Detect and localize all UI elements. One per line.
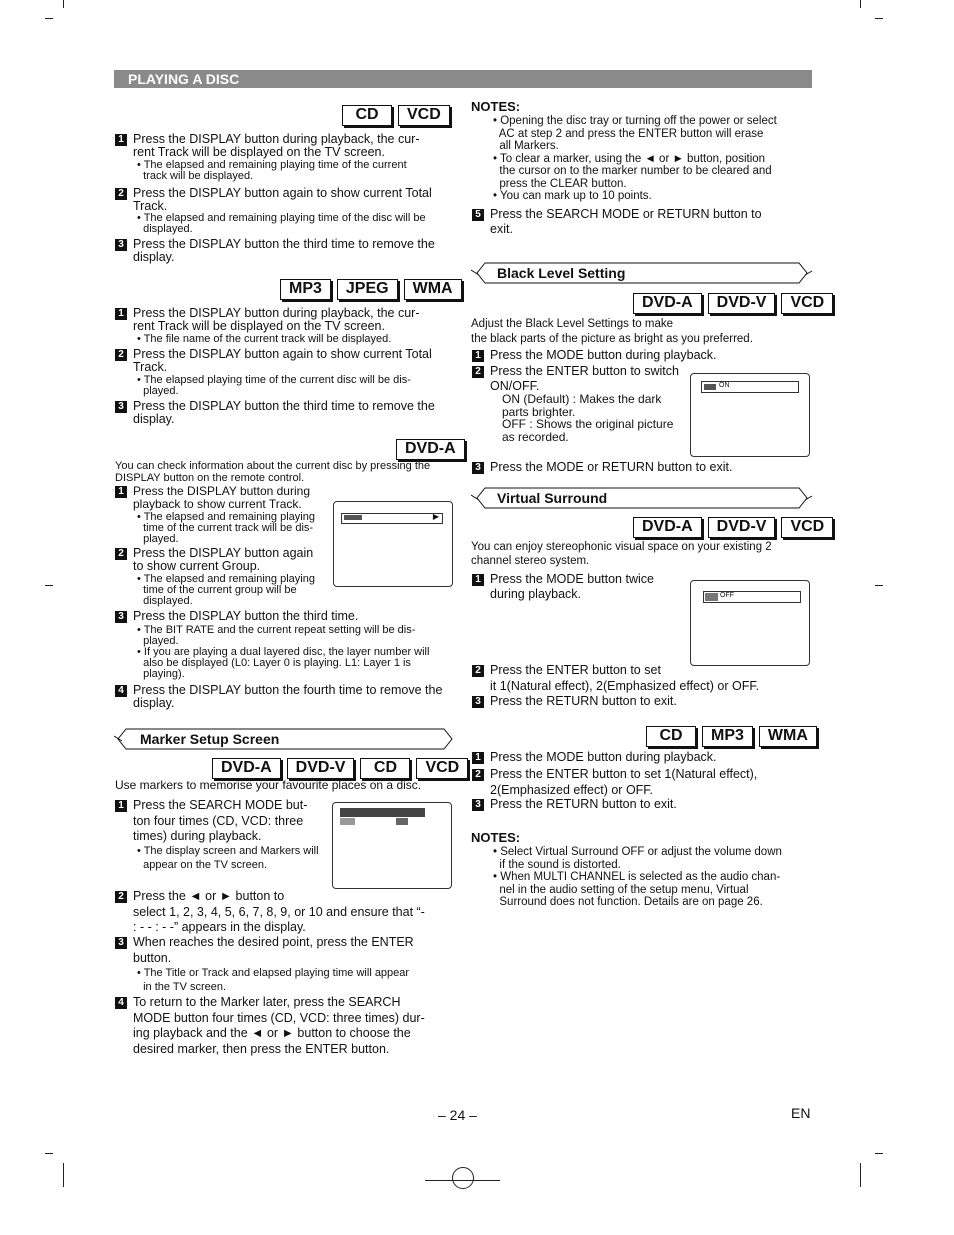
dvda-step-4: 4 Press the DISPLAY button the fourth time to remove the display. <box>115 684 442 710</box>
cd-step-1-note: • The elapsed and remaining playing time of the current track will be displayed. <box>137 159 407 182</box>
marker-step-1-note: • The display screen and Markers will appear on the TV screen. <box>137 845 319 871</box>
cd-step-1: 1 Press the DISPLAY button during playback, the cur- rent Track will be displayed on the TV screen. <box>115 133 420 159</box>
marker-slot <box>396 818 408 825</box>
marker-step-4: 4 To return to the Marker later, press the SEARCH MODE button four times (CD, VCD: three times) dur- ing playback and the ◄ or ► button to choose the desired marker, then press the ENTER button. <box>115 995 425 1057</box>
section-header-bar <box>114 70 812 88</box>
black-level-options: ON (Default) : Makes the dark parts brighter. OFF : Shows the original picture as recorded. <box>502 392 674 444</box>
black-level-heading <box>471 262 813 284</box>
badge-vcd: VCD <box>416 758 468 779</box>
black-level-indicator <box>701 381 799 393</box>
badge-dvd-v: DVD-V <box>708 293 776 314</box>
badge-group-mp3-jpeg-wma <box>280 279 462 300</box>
black-step-3: 3 Press the MODE or RETURN button to exit. <box>472 461 732 474</box>
badge-vcd: VCD <box>781 293 833 314</box>
mp3-step-3: 3 Press the DISPLAY button the third time to remove the display. <box>115 400 435 426</box>
marker-cursor <box>340 818 355 825</box>
vs-step-3: 3 Press the RETURN button to exit. <box>472 695 677 708</box>
badge-dvd-v: DVD-V <box>708 517 776 538</box>
badge-group-cd-vcd <box>342 105 450 126</box>
virtual-surround-heading <box>471 487 813 509</box>
dvda-step-3-note: • The BIT RATE and the current repeat setting will be dis- played. • If you are playing a dual layered disc, the layer number will also be displayed (L0: Layer 0 is playing. L1: Layer 1 is playing). <box>137 624 430 680</box>
notes-title-1: NOTES: <box>471 99 521 114</box>
badge-wma: WMA <box>404 279 462 300</box>
badge-cd: CD <box>360 758 410 779</box>
black-step-2: 2 Press the ENTER button to switch ON/OFF. <box>472 364 679 394</box>
tv-screen-black-level <box>690 373 810 457</box>
badge-group-marker <box>212 758 468 779</box>
badge-cd: CD <box>646 726 696 747</box>
mp3-step-2: 2 Press the DISPLAY button again to show current Total Track. <box>115 348 432 374</box>
virtual-surround-intro: You can enjoy stereophonic visual space on your existing 2 channel stereo system. <box>471 541 772 567</box>
black-level-title: Black Level Setting <box>497 265 626 281</box>
tv-screen-track-display <box>333 501 453 587</box>
surround-value: OFF <box>720 592 734 599</box>
black-level-value: ON <box>719 382 730 389</box>
notes-list-2: • Select Virtual Surround OFF or adjust the volume down if the sound is distorted. • When MULTI CHANNEL is selected as the audio chan- nel in the audio setting of the setup menu, Virtual Surround does not function. Details are on page 26. <box>493 846 782 908</box>
badge-dvd-a: DVD-A <box>212 758 281 779</box>
badge-mp3: MP3 <box>280 279 331 300</box>
play-icon: ▶ <box>432 512 439 521</box>
notes-title-2: NOTES: <box>471 830 521 845</box>
marker-step-1: 1 Press the SEARCH MODE but- ton four times (CD, VCD: three times) during playback. <box>115 798 307 845</box>
badge-group-dvda <box>396 439 465 460</box>
marker-step-2: 2 Press the ◄ or ► button to select 1, 2, 3, 4, 5, 6, 7, 8, 9, or 10 and ensure that “- : - - : - -” appears in the display. <box>115 889 425 936</box>
surround-icon <box>705 593 718 601</box>
status-bar <box>341 513 443 524</box>
badge-dvd-a: DVD-A <box>633 517 702 538</box>
surround-indicator <box>703 591 801 603</box>
cd-step-2: 2 Press the DISPLAY button again to show current Total Track. <box>115 187 432 213</box>
vs-step-1: 1 Press the MODE button twice during playback. <box>472 572 654 602</box>
marker-step-5: 5 Press the SEARCH MODE or RETURN button to exit. <box>472 207 762 237</box>
virtual-surround-title: Virtual Surround <box>497 490 608 506</box>
vs-step-2: 2 Press the ENTER button to set it 1(Natural effect), 2(Emphasized effect) or OFF. <box>472 663 759 694</box>
badge-dvd-a: DVD-A <box>633 293 702 314</box>
marker-setup-heading <box>114 728 454 750</box>
marker-step-3: 3 When reaches the desired point, press the ENTER button. <box>115 935 414 966</box>
mp3-step-1: 1 Press the DISPLAY button during playback, the cur- rent Track will be displayed on the TV screen. <box>115 307 420 333</box>
black-level-intro: Adjust the Black Level Settings to make the black parts of the picture as bright as you preferred. <box>471 318 753 345</box>
black-step-1: 1 Press the MODE button during playback. <box>472 349 717 362</box>
notes-list-1: • Opening the disc tray or turning off the power or select AC at step 2 and press the ENTER button will erase all Markers. • To clear a marker, using the ◄ or ► button, position the cursor on to the marker number to be cleared and press the CLEAR button. • You can mark up to 10 points. <box>493 115 777 202</box>
cd-step-3: 3 Press the DISPLAY button the third time to remove the display. <box>115 238 435 264</box>
badge-vcd: VCD <box>781 517 833 538</box>
dvda-intro: You can check information about the current disc by pressing the DISPLAY button on the remote control. <box>115 460 431 484</box>
marker-step-3-note: • The Title or Track and elapsed playing time will appear in the TV screen. <box>137 967 410 993</box>
cd-vs-step-2: 2 Press the ENTER button to set 1(Natural effect), 2(Emphasized effect) or OFF. <box>472 767 757 798</box>
dvda-step-2-note: • The elapsed and remaining playing time of the current group will be displayed. <box>137 573 315 607</box>
dvda-step-1-note: • The elapsed and remaining playing time of the current track will be dis- played. <box>137 511 315 545</box>
tv-screen-virtual-surround <box>690 580 810 666</box>
track-icon <box>344 515 362 520</box>
dvda-step-1: 1 Press the DISPLAY button during playback to show current Track. <box>115 485 310 511</box>
badge-vcd: VCD <box>398 105 450 126</box>
marker-setup-title: Marker Setup Screen <box>140 731 280 747</box>
language-label: EN <box>791 1105 811 1121</box>
badge-jpeg: JPEG <box>337 279 398 300</box>
badge-group-black-level <box>633 293 833 314</box>
page-number: – 24 – <box>438 1107 477 1123</box>
marker-intro: Use markers to memorise your favourite places on a disc. <box>115 778 422 792</box>
black-level-icon <box>704 384 716 390</box>
mp3-step-1-note: • The file name of the current track will be displayed. <box>137 333 392 345</box>
cd-step-2-note: • The elapsed and remaining playing time of the disc will be displayed. <box>137 212 426 235</box>
badge-dvd-v: DVD-V <box>287 758 355 779</box>
tv-screen-marker <box>332 802 452 889</box>
cd-vs-step-3: 3 Press the RETURN button to exit. <box>472 798 677 811</box>
section-title: PLAYING A DISC <box>128 71 240 87</box>
dvda-step-2: 2 Press the DISPLAY button again to show current Group. <box>115 547 313 573</box>
marker-number-bar <box>340 808 425 817</box>
mp3-step-2-note: • The elapsed playing time of the current disc will be dis- played. <box>137 374 411 397</box>
badge-dvd-a: DVD-A <box>396 439 465 460</box>
badge-group-virtual-surround <box>633 517 833 538</box>
badge-cd: CD <box>342 105 392 126</box>
badge-mp3: MP3 <box>702 726 753 747</box>
badge-wma: WMA <box>759 726 817 747</box>
cd-vs-step-1: 1 Press the MODE button during playback. <box>472 751 717 764</box>
dvda-step-3: 3 Press the DISPLAY button the third time. <box>115 610 358 623</box>
badge-group-cd-mp3-wma <box>646 726 817 747</box>
